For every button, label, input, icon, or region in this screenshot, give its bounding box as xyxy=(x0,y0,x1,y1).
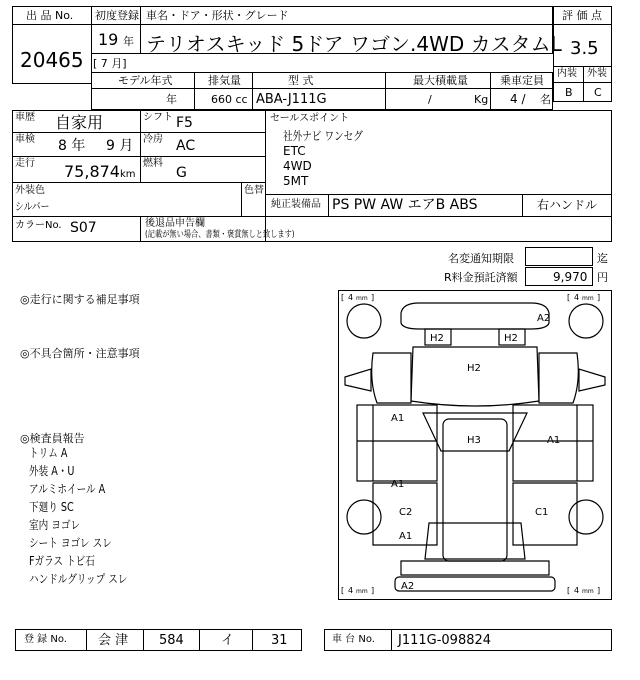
sales-point-item: 4WD xyxy=(283,159,312,173)
mirror-left xyxy=(345,369,371,391)
svg-text:]: ] xyxy=(597,293,601,302)
svg-text:[: [ xyxy=(341,293,345,302)
model-year-unit: 年 xyxy=(166,93,177,106)
damage-mark: A2 xyxy=(401,581,415,592)
svg-text:]: ] xyxy=(371,586,375,595)
steering-value: 右ハンドル xyxy=(537,198,598,212)
sales-point-item: 社外ナビ ワンセグ xyxy=(283,129,363,143)
damage-mark: H2 xyxy=(430,333,444,344)
damage-mark: H2 xyxy=(467,363,481,374)
car-name-label: 車名・ドア・形状・グレード xyxy=(146,9,289,22)
hood xyxy=(411,347,539,406)
wheel-rear-left xyxy=(347,500,381,534)
sales-point-item: ETC xyxy=(283,144,306,158)
notice-deadline-label: 名変通知期限 xyxy=(448,252,514,265)
exterior-label: 外装 xyxy=(587,68,607,79)
capacity-label: 乗車定員 xyxy=(500,74,544,87)
notice-deadline-box xyxy=(525,247,593,266)
damage-mark: C2 xyxy=(399,507,413,518)
interior-label: 内装 xyxy=(557,68,577,79)
exterior-color-value: シルバー xyxy=(15,200,50,213)
svg-text:mm: mm xyxy=(582,588,594,595)
wheel-rear-right xyxy=(569,500,603,534)
model-label: 型 式 xyxy=(288,74,314,87)
score-value: 3.5 xyxy=(570,38,599,59)
svg-text:]: ] xyxy=(597,586,601,595)
damage-mark: H3 xyxy=(467,435,481,446)
registration-label: 登 録 No. xyxy=(24,634,67,645)
inspector-item: 室内 ヨゴレ xyxy=(29,518,81,532)
exterior-color-label: 外装色 xyxy=(15,185,45,196)
aftermarket-label: 後退品申告欄 xyxy=(145,218,205,229)
damage-mark: A1 xyxy=(391,413,405,424)
equipment-label: 純正装備品 xyxy=(271,199,321,210)
svg-text:mm: mm xyxy=(356,295,368,302)
defect-notes-label: ◎不具合箇所・注意事項 xyxy=(20,347,140,360)
tire-depth-front-right xyxy=(567,293,600,302)
max-load-unit: Kg xyxy=(474,93,489,106)
svg-text:mm: mm xyxy=(356,588,368,595)
inspection-year: 8 年 xyxy=(58,138,86,154)
inspection-month: 9 月 xyxy=(106,138,134,154)
interior-score: B xyxy=(565,86,573,99)
driving-notes-label: ◎走行に関する補足事項 xyxy=(20,293,140,306)
shift-value: F5 xyxy=(176,115,193,131)
damage-mark: A1 xyxy=(547,435,561,446)
inspector-item: シート ヨゴレ スレ xyxy=(29,536,112,550)
front-fender-right xyxy=(539,353,578,403)
svg-text:[: [ xyxy=(341,586,345,595)
shift-label: シフト xyxy=(143,112,173,123)
recycle-label: R料金預託済額 xyxy=(444,271,518,284)
inspector-item: ハンドルグリップ スレ xyxy=(29,572,128,586)
color-no-label: カラーNo. xyxy=(15,220,62,231)
registration-kana: イ xyxy=(221,633,235,648)
displacement-value: 660 cc xyxy=(211,93,248,106)
history-label: 車歴 xyxy=(15,112,35,123)
max-load-label: 最大積載量 xyxy=(413,74,468,87)
recycle-unit: 円 xyxy=(597,271,608,284)
fuel-value: G xyxy=(176,165,187,181)
inspector-report-label: ◎検査員報告 xyxy=(20,432,85,445)
reg-year-unit: 年 xyxy=(123,35,134,48)
recycle-amount: 9,970 xyxy=(553,270,588,284)
first-reg-label: 初度登録 xyxy=(95,9,139,22)
capacity-value: 4 / xyxy=(510,92,526,106)
tire-depth-rear-right xyxy=(567,586,600,595)
max-load-sep: / xyxy=(428,93,432,106)
notice-deadline-unit: 迄 xyxy=(597,252,608,265)
rear-hatch xyxy=(425,523,525,559)
mileage-label: 走行 xyxy=(15,158,35,169)
registration-number: 31 xyxy=(271,633,288,648)
inspector-item: 外装 A・U xyxy=(29,464,75,478)
svg-text:4: 4 xyxy=(574,586,580,595)
mirror-right xyxy=(579,369,605,391)
car-name: テリオスキッド 5ドア ワゴン.4WD カスタムL xyxy=(146,32,562,56)
ac-value: AC xyxy=(176,138,196,154)
damage-mark: C1 xyxy=(535,507,549,518)
history-value: 自家用 xyxy=(55,113,104,132)
inspector-item: トリム A xyxy=(29,446,68,460)
inspector-item: Fガラス トビ石 xyxy=(29,554,95,568)
ac-label: 冷房 xyxy=(143,134,163,145)
registration-class: 584 xyxy=(159,633,184,648)
front-bumper xyxy=(401,303,549,329)
damage-mark: A1 xyxy=(391,479,405,490)
fuel-label: 燃料 xyxy=(143,158,163,169)
front-fender-left xyxy=(372,353,411,403)
svg-text:4: 4 xyxy=(574,293,580,302)
car-diagram xyxy=(338,290,612,600)
model-value: ABA-J111G xyxy=(256,92,327,107)
chassis-number: J111G-098824 xyxy=(398,633,492,648)
rear-bumper xyxy=(395,577,555,591)
tire-depth-front-left xyxy=(341,293,374,302)
svg-text:]: ] xyxy=(371,293,375,302)
color-no-value: S07 xyxy=(70,220,97,236)
damage-mark: H2 xyxy=(504,333,518,344)
svg-text:mm: mm xyxy=(582,295,594,302)
mileage-value: 75,874 xyxy=(64,162,120,181)
tire-depth-rear-left xyxy=(341,586,374,595)
sales-points-label: セールスポイント xyxy=(270,113,350,124)
capacity-unit: 名 xyxy=(540,93,551,106)
damage-mark: A1 xyxy=(399,531,413,542)
color-change-label: 色替 xyxy=(244,185,264,196)
registration-area: 会 津 xyxy=(98,633,129,648)
sales-point-item: 5MT xyxy=(283,174,309,188)
svg-text:4: 4 xyxy=(348,586,354,595)
inspector-item: アルミホイール A xyxy=(29,482,106,496)
equipment-value: PS PW AW エアB ABS xyxy=(332,197,478,213)
rear-bumper-upper xyxy=(401,561,549,575)
inspection-label: 車検 xyxy=(15,134,35,145)
mileage-unit: km xyxy=(120,169,136,180)
score-label: 評 価 点 xyxy=(562,9,602,22)
reg-year: 19 xyxy=(98,30,119,49)
svg-text:4: 4 xyxy=(348,293,354,302)
lot-label: 出 品 No. xyxy=(26,9,74,22)
reg-month: [ 7 月] xyxy=(93,57,127,70)
lot-number: 20465 xyxy=(20,48,84,72)
svg-text:[: [ xyxy=(567,293,571,302)
model-year-label: モデル年式 xyxy=(118,74,173,87)
wheel-front-left xyxy=(347,304,381,338)
inspector-item: 下廻り SC xyxy=(29,500,74,514)
exterior-score: C xyxy=(594,86,602,99)
svg-text:[: [ xyxy=(567,586,571,595)
chassis-label: 車 台 No. xyxy=(332,634,375,645)
aftermarket-note: (記載が無い場合、書類・褒賞無しと致します) xyxy=(145,230,295,240)
displacement-label: 排気量 xyxy=(208,74,241,87)
wheel-front-right xyxy=(569,304,603,338)
damage-mark: A2 xyxy=(537,313,551,324)
